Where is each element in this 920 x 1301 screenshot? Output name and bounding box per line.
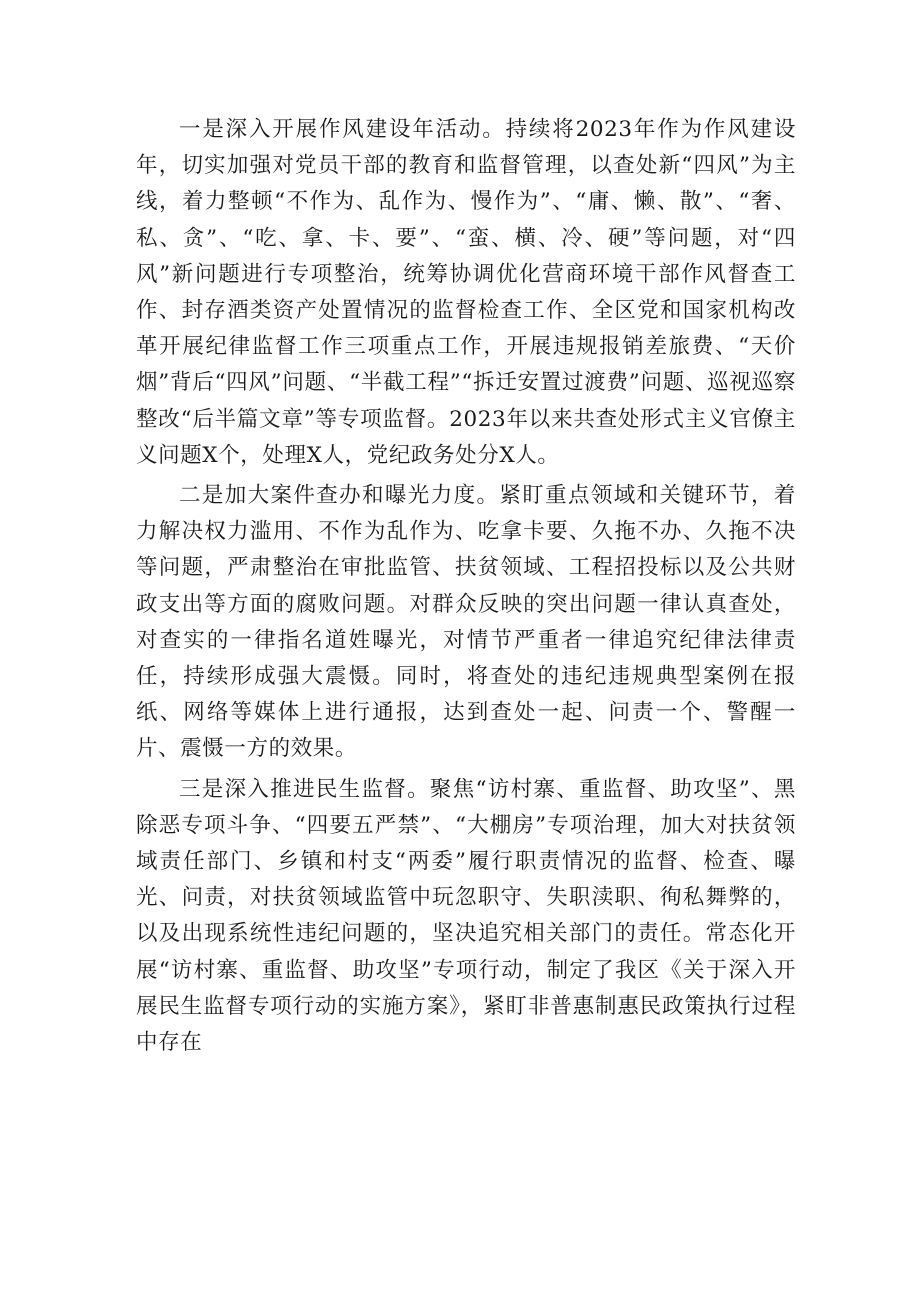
paragraph-work-style: 一是深入开展作风建设年活动。持续将2023年作为作风建设年，切实加强对党员干部的教育和监督管理，以查处新“四风”为主线，着力整顿“不作为、乱作为、慢作为”、“庸、懒、散”、“奢、私、贪”、“吃、拿、卡、要”、“蛮、横、冷、硬”等问题，对“四风”新问题进行专项整治，统筹协调优化营商环境干部作风督查工作、封存酒类资产处置情况的监督检查工作、全区党和国家机构改革开展纪律监督工作三项重点工作，开展违规报销差旅费、“天价烟”背后“四风”问题、“半截工程”“拆迁安置过渡费”问题、巡视巡察整改“后半篇文章”等专项监督。2023年以来共查处形式主义官僚主义问题X个，处理X人，党纪政务处分X人。 — [136, 117, 796, 468]
document-body — [136, 112, 796, 1065]
paragraph-case-handling: 二是加大案件查办和曝光力度。紧盯重点领域和关键环节，着力解决权力滥用、不作为乱作为、吃拿卡要、久拖不办、久拖不决等问题，严肃整治在审批监管、扶贫领域、工程招投标以及公共财政支出等方面的腐败问题。对群众反映的突出问题一律认真查处，对查实的一律指名道姓曝光，对情节严重者一律追究纪律法律责任，持续形成强大震慑。同时，将查处的违纪违规典型案例在报纸、网络等媒体上进行通报，达到查处一起、问责一个、警醒一片、震慑一方的效果。 — [136, 483, 796, 762]
paragraph-livelihood-supervision: 三是深入推进民生监督。聚焦“访村寨、重监督、助攻坚”、黑除恶专项斗争、“四要五严禁”、“大棚房”专项治理，加大对扶贫领域责任部门、乡镇和村支“两委”履行职责情况的监督、检查、曝光、问责，对扶贫领域监管中玩忽职守、失职渎职、徇私舞弊的，以及出现系统性违纪问题的，坚决追究相关部门的责任。常态化开展“访村寨、重监督、助攻坚”专项行动，制定了我区《关于深入开展民生监督专项行动的实施方案》，紧盯非普惠制惠民政策执行过程中存在 — [136, 776, 796, 1056]
